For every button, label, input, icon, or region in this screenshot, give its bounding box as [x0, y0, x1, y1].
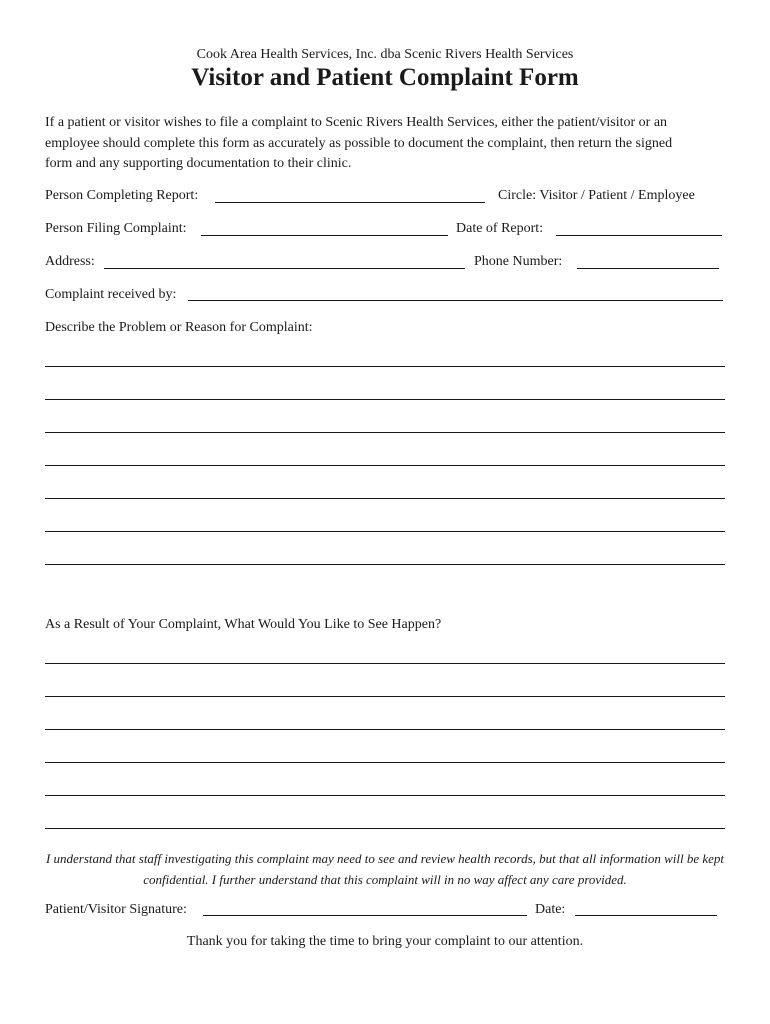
date-of-report-label: Date of Report: — [456, 221, 544, 236]
desired-outcome-line[interactable] — [45, 828, 725, 829]
intro-paragraph — [45, 113, 725, 175]
signature-date-field[interactable] — [575, 915, 717, 916]
phone-number-field[interactable] — [577, 268, 719, 269]
signature-field[interactable] — [203, 915, 527, 916]
intro-line: form and any supporting documentation to their clinic. — [45, 156, 352, 171]
phone-number-label: Phone Number: — [474, 254, 563, 269]
problem-description-line[interactable] — [45, 564, 725, 565]
desired-outcome-line[interactable] — [45, 729, 725, 730]
form-title: Visitor and Patient Complaint Form — [191, 64, 579, 91]
problem-description-line[interactable] — [45, 498, 725, 499]
date-of-report-field[interactable] — [556, 235, 722, 236]
person-filing-complaint-label: Person Filing Complaint: — [45, 221, 187, 236]
person-filing-complaint-field[interactable] — [201, 235, 448, 236]
desired-outcome-line[interactable] — [45, 663, 725, 664]
intro-line: If a patient or visitor wishes to file a complaint to Scenic Rivers Health Services, either the patient/visitor or an — [45, 115, 668, 130]
address-field[interactable] — [104, 268, 465, 269]
problem-description-line[interactable] — [45, 366, 725, 367]
problem-description-line[interactable] — [45, 531, 725, 532]
statement-line: I understand that staff investigating this complaint may need to see and review health records, but that all information will be kept — [45, 851, 725, 866]
complaint-received-by-label: Complaint received by: — [45, 287, 177, 302]
organization-name: Cook Area Health Services, Inc. dba Scenic Rivers Health Services — [196, 47, 574, 62]
address-label: Address: — [45, 254, 95, 269]
complaint-received-by-field[interactable] — [188, 300, 723, 301]
problem-description-line[interactable] — [45, 399, 725, 400]
desired-outcome-line[interactable] — [45, 795, 725, 796]
signature-label: Patient/Visitor Signature: — [45, 902, 187, 917]
person-completing-report-field[interactable] — [215, 202, 485, 203]
desired-outcome-line[interactable] — [45, 696, 725, 697]
problem-description-line[interactable] — [45, 432, 725, 433]
intro-line: employee should complete this form as accurately as possible to document the complaint, then return the signed — [45, 135, 673, 151]
acknowledgement-statement — [45, 848, 725, 890]
problem-description-line[interactable] — [45, 465, 725, 466]
problem-description-heading: Describe the Problem or Reason for Complaint: — [45, 320, 313, 335]
desired-outcome-heading: As a Result of Your Complaint, What Would You Like to See Happen? — [45, 617, 442, 632]
person-completing-report-label: Person Completing Report: — [45, 188, 199, 203]
circle-role-prompt[interactable]: Circle: Visitor / Patient / Employee — [498, 188, 695, 203]
thank-you-note: Thank you for taking the time to bring your complaint to our attention. — [186, 934, 584, 949]
desired-outcome-line[interactable] — [45, 762, 725, 763]
signature-date-label: Date: — [535, 902, 566, 917]
statement-line: confidential. I further understand that this complaint will in no way affect any care provided. — [143, 872, 627, 887]
